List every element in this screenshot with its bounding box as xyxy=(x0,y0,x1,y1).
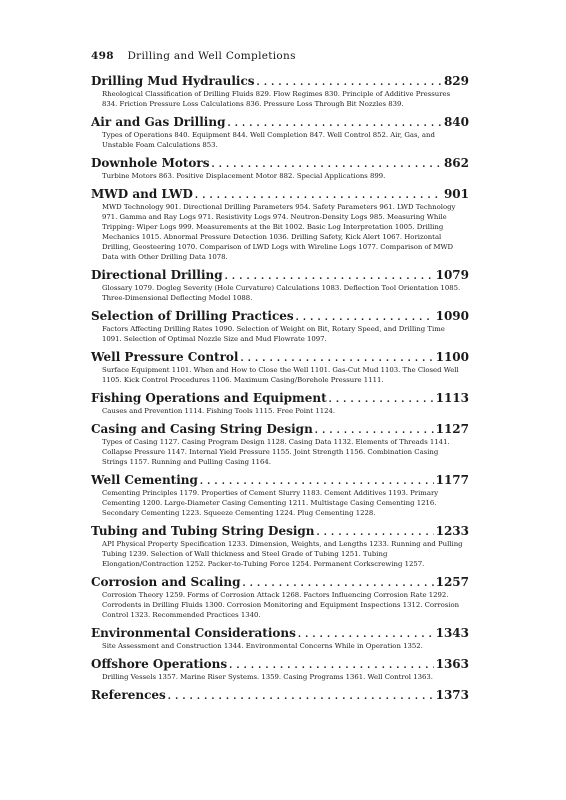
dot-leader xyxy=(317,528,434,538)
toc-entry-page: 1100 xyxy=(435,350,469,364)
toc-entry-description: Corrosion Theory 1259. Forms of Corrosion Attack 1268. Factors Influencing Corrosion Rate 1292. Corrodents in Drilling Fluids 1300. Corrosion Monitoring and Equipment Inspections 1312. Corrosion Control 1323. Recommended Practices 1340. xyxy=(102,591,460,619)
toc-entry xyxy=(91,268,469,303)
toc-entry xyxy=(91,688,469,702)
toc-entry-page: 1373 xyxy=(435,688,469,702)
toc-entry-page: 1127 xyxy=(435,422,469,436)
toc-entry-page: 829 xyxy=(443,74,469,88)
toc-entry-description: Glossary 1079. Dogleg Severity (Hole Curvature) Calculations 1083. Deflection Tool Orientation 1085. Three-Dimensional Deflecting Model 1088. xyxy=(102,284,461,302)
toc-entry-page: 1113 xyxy=(435,391,469,405)
toc-entry-title[interactable]: Air and Gas Drilling xyxy=(91,115,226,129)
toc-entry-title[interactable]: Offshore Operations xyxy=(91,657,228,671)
toc-entry-title[interactable]: Tubing and Tubing String Design xyxy=(91,524,315,538)
toc-entry-description: Turbine Motors 863. Positive Displacement Motor 882. Special Applications 899. xyxy=(102,172,386,180)
toc-entry xyxy=(91,524,469,569)
toc-entry-title[interactable]: MWD and LWD xyxy=(91,187,193,201)
dot-leader xyxy=(200,477,434,487)
dot-leader xyxy=(329,395,434,405)
toc-entry-page: 1257 xyxy=(435,575,469,589)
toc-entry-title[interactable]: Drilling Mud Hydraulics xyxy=(91,74,255,88)
dot-leader xyxy=(257,78,442,88)
toc-entry xyxy=(91,575,469,620)
dot-leader xyxy=(298,630,434,640)
toc-entry-title[interactable]: Well Cementing xyxy=(91,473,198,487)
toc-entry xyxy=(91,657,469,682)
toc-entry xyxy=(91,74,469,109)
toc-entry xyxy=(91,626,469,651)
toc-entry-description: Drilling Vessels 1357. Marine Riser Systems. 1359. Casing Programs 1361. Well Control 1363. xyxy=(102,673,433,681)
toc-entry-page: 1233 xyxy=(435,524,469,538)
toc-entry-title[interactable]: Casing and Casing String Design xyxy=(91,422,313,436)
toc-entry-title[interactable]: Selection of Drilling Practices xyxy=(91,309,294,323)
dot-leader xyxy=(229,661,434,671)
toc-entry-page: 862 xyxy=(443,156,469,170)
toc-entry-description: Types of Casing 1127. Casing Program Design 1128. Casing Data 1132. Elements of Threads 1141. Collapse Pressure 1147. Internal Yield Pressure 1155. Joint Strength 1156. Combination Casing Strings 1157. Running and Pulling Casing 1164. xyxy=(102,438,450,466)
toc-entry-description: Factors Affecting Drilling Rates 1090. Selection of Weight on Bit, Rotary Speed, and Drilling Time 1091. Selection of Optimal Nozzle Size and Mud Flowrate 1097. xyxy=(102,325,445,343)
toc-entry-description: Rheological Classification of Drilling Fluids 829. Flow Regimes 830. Principle of Additive Pressures 834. Friction Pressure Loss Calculations 836. Pressure Loss Through Bit Nozzles 839. xyxy=(102,90,451,108)
toc-entry-title[interactable]: Fishing Operations and Equipment xyxy=(91,391,327,405)
toc-entry-title[interactable]: Environmental Considerations xyxy=(91,626,296,640)
toc-entry-description: API Physical Property Specification 1233. Dimension, Weights, and Lengths 1233. Running and Pulling Tubing 1239. Selection of Wall thickness and Steel Grade of Tubing 1251. Tubing Elongation/Contraction 1252. Packer-to-Tubing Force 1254. Permanent Corkscrewing 1257. xyxy=(102,540,463,568)
dot-leader xyxy=(315,426,434,436)
toc-entry-page: 840 xyxy=(443,115,469,129)
table-of-contents xyxy=(91,74,469,708)
dot-leader xyxy=(225,272,434,282)
toc-entry-title[interactable]: Well Pressure Control xyxy=(91,350,239,364)
toc-entry-page: 1363 xyxy=(435,657,469,671)
toc-entry-page: 1079 xyxy=(435,268,469,282)
page-number: 498 xyxy=(91,50,114,62)
dot-leader xyxy=(242,579,433,589)
toc-entry xyxy=(91,115,469,150)
dot-leader xyxy=(168,692,434,702)
toc-entry-title[interactable]: Corrosion and Scaling xyxy=(91,575,241,589)
toc-entry-description: Cementing Principles 1179. Properties of Cement Slurry 1183. Cement Additives 1193. Primary Cementing 1200. Large-Diameter Casing Cementing 1211. Multistage Casing Cementing 1216. Secondary Cementing 1223. Squeeze Cementing 1224. Plug Cementing 1228. xyxy=(102,489,439,517)
dot-leader xyxy=(227,119,441,129)
toc-entry-title[interactable]: Downhole Motors xyxy=(91,156,210,170)
toc-entry-description: Site Assessment and Construction 1344. Environmental Concerns While in Operation 1352. xyxy=(102,642,423,650)
toc-entry xyxy=(91,350,469,385)
dot-leader xyxy=(296,313,434,323)
dot-leader xyxy=(241,354,434,364)
toc-entry xyxy=(91,187,469,262)
dot-leader xyxy=(195,191,442,201)
toc-entry-page: 1090 xyxy=(435,309,469,323)
toc-entry xyxy=(91,422,469,467)
dot-leader xyxy=(211,160,441,170)
toc-entry xyxy=(91,156,469,181)
toc-entry-title[interactable]: References xyxy=(91,688,166,702)
toc-entry xyxy=(91,391,469,416)
toc-entry xyxy=(91,309,469,344)
running-header xyxy=(91,50,296,62)
toc-entry-page: 1343 xyxy=(435,626,469,640)
toc-entry xyxy=(91,473,469,518)
toc-entry-title[interactable]: Directional Drilling xyxy=(91,268,223,282)
running-title: Drilling and Well Completions xyxy=(127,50,296,62)
toc-entry-description: Surface Equipment 1101. When and How to Close the Well 1101. Gas-Cut Mud 1103. The Closed Well 1105. Kick Control Procedures 1106. Maximum Casing/Borehole Pressure 1111. xyxy=(102,366,459,384)
toc-entry-description: Types of Operations 840. Equipment 844. Well Completion 847. Well Control 852. Air, Gas, and Unstable Foam Calculations 853. xyxy=(102,131,435,149)
toc-entry-page: 1177 xyxy=(435,473,469,487)
toc-entry-description: MWD Technology 901. Directional Drilling Parameters 954. Safety Parameters 961. LWD Technology 971. Gamma and Ray Logs 971. Resistivity Logs 974. Neutron-Density Logs 985. Measuring While Tripping: Wiper Logs 999. Measurements at the Bit 1002. Basic Log Interpretation 1005. Drilling Mechanics 1015. Abnormal Pressure Detection 1036. Drilling Safety, Kick Alert 1067. Horizontal Drilling, Geosteering 1070. Comparison of LWD Logs with Wireline Logs 1077. Comparison of MWD Data with Other Drilling Data 1078. xyxy=(102,203,456,261)
toc-entry-description: Causes and Prevention 1114. Fishing Tools 1115. Free Point 1124. xyxy=(102,407,336,415)
toc-entry-page: 901 xyxy=(443,187,469,201)
